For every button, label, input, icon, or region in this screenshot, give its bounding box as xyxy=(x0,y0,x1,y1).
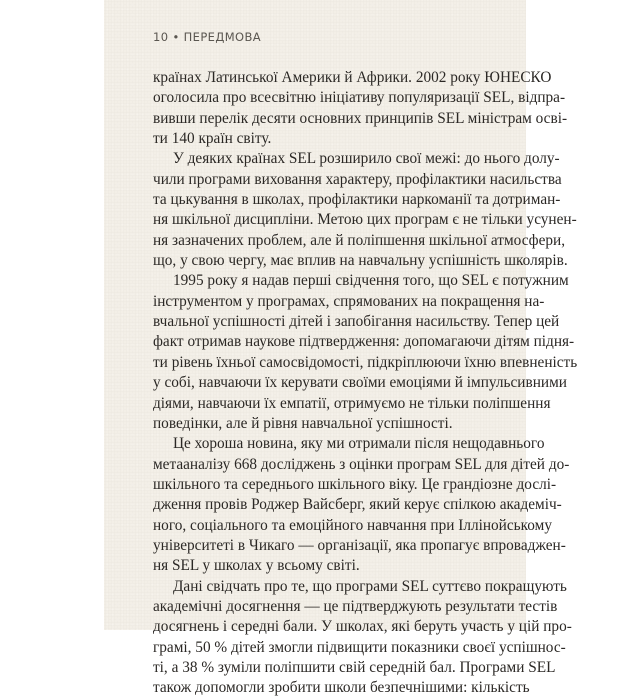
text-line: та цькування в школах, профілактики наркоманії та дотриман- xyxy=(153,191,561,209)
text-line: дження провів Роджер Вайсберг, який керує спілкою академіч- xyxy=(153,496,562,514)
text-line: країнах Латинської Америки й Африки. 2002 року ЮНЕСКО xyxy=(153,69,552,86)
text-line: у собі, навчаючи їх керувати своїми емоціями й імпульсивними xyxy=(153,374,567,392)
text-line: вчальної успішності дітей і запобігання насильству. Тепер цей xyxy=(153,313,560,331)
text-line: Дані свідчать про те, що програми SEL суттєво покращують xyxy=(173,577,567,595)
text-line: Це хороша новина, яку ми отримали після нещодавнього xyxy=(173,435,545,453)
text-line: вивши перелік десяти основних принципів SEL міністрам осві- xyxy=(153,109,568,127)
text-line: чили програми виховання характеру, профілактики насильства xyxy=(153,170,562,188)
text-line: оголосила про всесвітню ініціативу популяризації SEL, відпра- xyxy=(153,89,566,107)
body-text xyxy=(153,68,578,699)
text-line: академічні досягнення — це підтверджують результати тестів xyxy=(153,597,558,615)
paragraph xyxy=(153,577,572,699)
text-line: шкільного та середнього шкільного віку. Це грандіозне дослі- xyxy=(153,475,557,493)
text-line: 1995 року я надав перші свідчення того, що SEL є потужним xyxy=(173,272,569,290)
text-line: ня зазначених проблем, але й поліпшення шкільної атмосфери, xyxy=(153,231,566,249)
text-line: У деяких країнах SEL розширило свої межі: до нього долу- xyxy=(173,150,560,168)
text-line: діями, навчаючи їх емпатії, отримуємо не тільки поліпшення xyxy=(153,394,551,412)
text-line: ного, соціального та емоційного навчання при Іллінойському xyxy=(153,516,552,534)
text-line: поведінки, але й рівня навчальної успішності. xyxy=(153,414,453,432)
paragraph xyxy=(153,434,570,576)
text-line: що, у свою чергу, має вплив на навчальну успішність школярів. xyxy=(153,252,568,270)
text-line: ня шкільної дисципліни. Метою цих програм є не тільки усунен- xyxy=(153,211,577,229)
text-line: інструментом у програмах, спрямованих на покращення на- xyxy=(153,292,545,310)
text-line: ня SEL у школах у всьому світі. xyxy=(153,557,360,575)
text-line: також допомогли зробити школи безпечнішими: кількість xyxy=(153,679,530,697)
text-line: ти рівень їхньої самосвідомості, підкріплюючи їхню впевненість xyxy=(153,353,578,371)
paragraph xyxy=(153,271,578,434)
text-line: метааналізу 668 досліджень з оцінки програм SEL для дітей до- xyxy=(153,455,570,473)
running-head xyxy=(153,30,261,44)
text-line: ті, а 38 % зуміли поліпшити свій середній бал. Програми SEL xyxy=(153,658,556,676)
text-line: університеті в Чикаго — організації, яка пропагує впроваджен- xyxy=(153,536,566,554)
text-line: грамі, 50 % дітей змогли підвищити показники своєї успішнос- xyxy=(153,638,566,656)
text-line: досягнень і середні бали. У школах, які беруть участь у цій про- xyxy=(153,618,572,636)
page-number: 10 xyxy=(153,30,169,44)
text-line: факт отримав наукове підтвердження: допомагаючи дітям підня- xyxy=(153,333,575,351)
section-title: ПЕРЕДМОВА xyxy=(183,30,262,44)
book-page xyxy=(104,0,578,697)
paragraph xyxy=(153,149,577,271)
text-line: ти 140 країн світу. xyxy=(153,130,272,148)
paragraph xyxy=(153,68,568,149)
bullet-separator: • xyxy=(172,30,180,44)
